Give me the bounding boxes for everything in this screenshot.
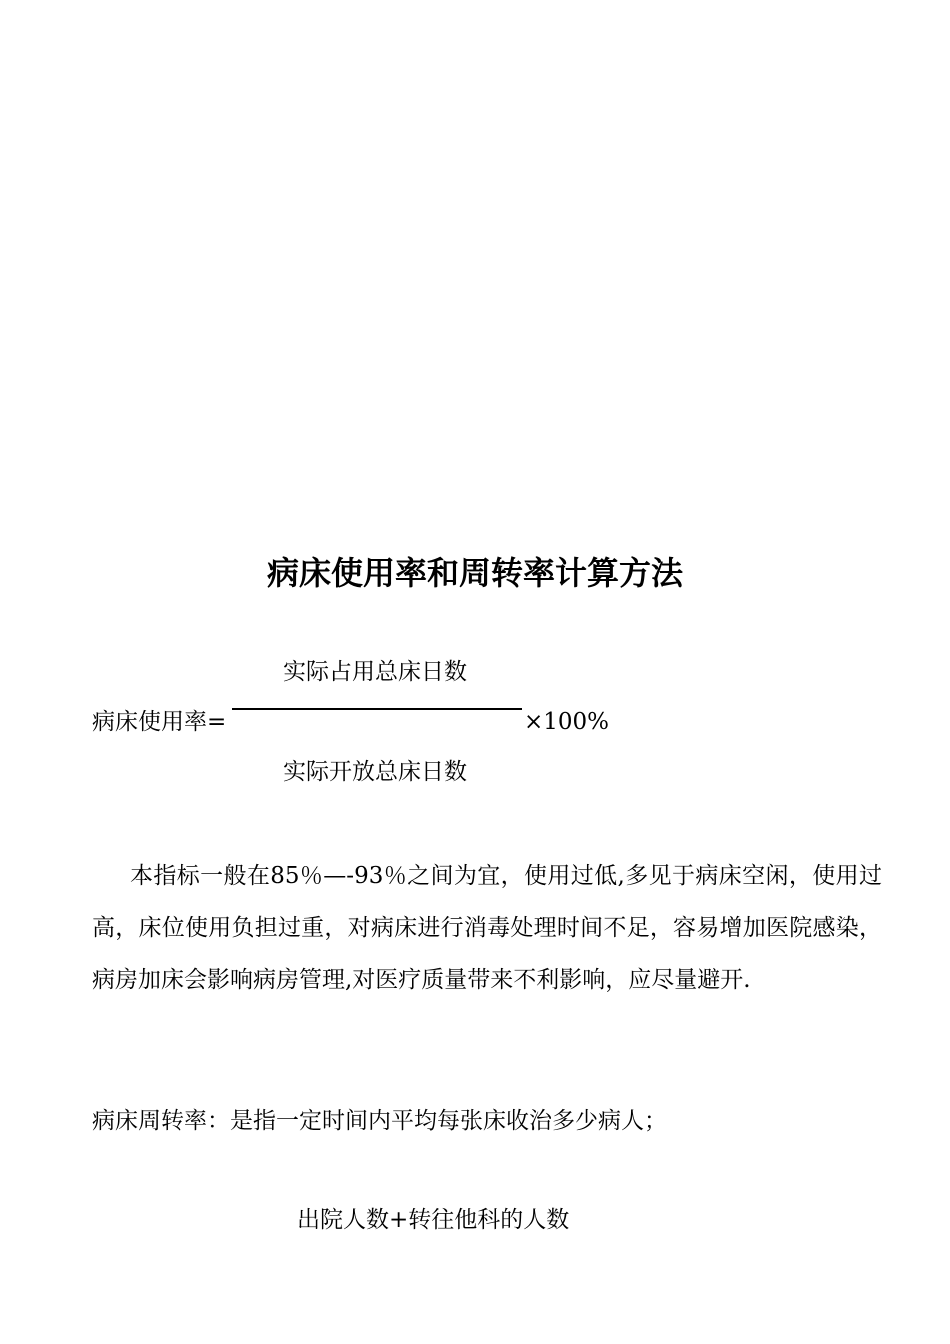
- fraction-line: [232, 708, 522, 710]
- usage-rate-label: 病床使用率=: [92, 709, 227, 735]
- usage-rate-numerator: 实际占用总床日数: [283, 659, 467, 685]
- turnover-numerator: 出院人数+转往他科的人数: [297, 1207, 570, 1233]
- document-title: 病床使用率和周转率计算方法: [266, 554, 683, 592]
- usage-rate-denominator: 实际开放总床日数: [283, 759, 467, 785]
- usage-rate-multiplier: ×100%: [524, 709, 610, 735]
- usage-rate-explanation: 本指标一般在85％—-93％之间为宜，使用过低,多见于病床空闲，使用过高，床位使用负担过重，对病床进行消毒处理时间不足，容易增加医院感染，病房加床会影响病房管理,对医疗质量带来不利影响，应尽量避开.: [92, 863, 882, 993]
- turnover-definition: 病床周转率：是指一定时间内平均每张床收治多少病人；: [92, 1108, 667, 1134]
